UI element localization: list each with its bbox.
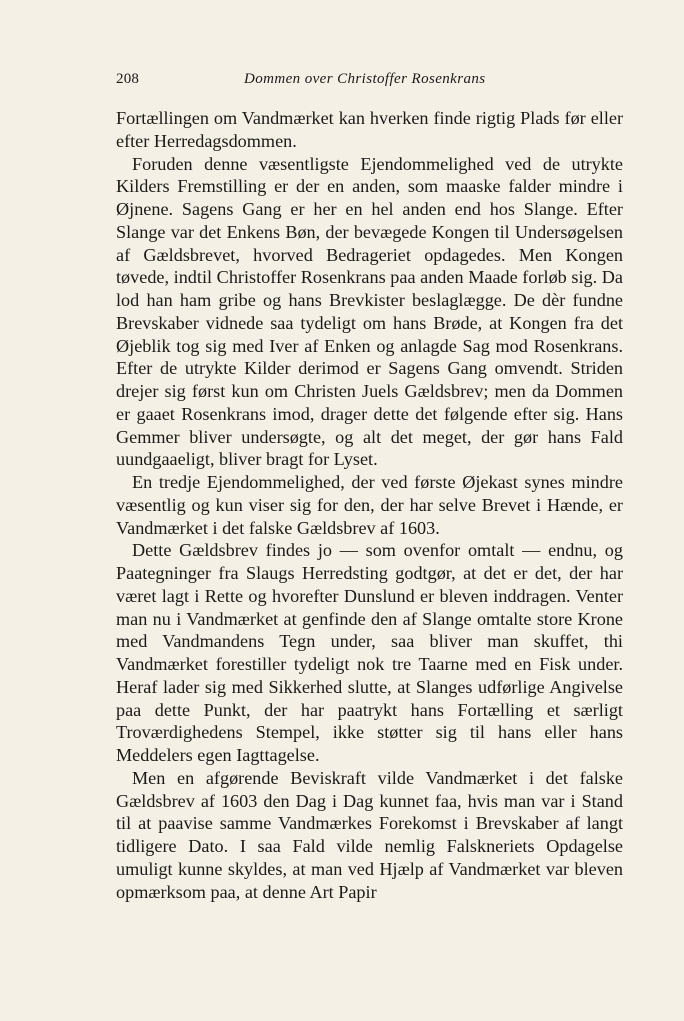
paragraph-2: Foruden denne væsentligste Ejendommelighed ved de utrykte Kilders Fremstilling er der en anden, som maaske falder mindre i Øjnene. Sagens Gang er her en hel anden end hos Slange. Efter Slange var det Enkens Bøn, der bevægede Kongen til Undersøgelsen af Gældsbrevet, hvorved Bedrageriet opdagedes. Men Kongen tøvede, indtil Christoffer Rosenkrans paa anden Maade forløb sig. Da lod han ham gribe og hans Brevkister beslaglægge. De dèr fundne Brevskaber vidnede saa tydeligt om hans Brøde, at Kongen fra det Øjeblik tog sig med Iver af Enken og anlagde Sag mod Rosenkrans. Efter de utrykte Kilder derimod er Sagens Gang omvendt. Striden drejer sig først kun om Christen Juels Gældsbrev; men da Dommen er gaaet Rosenkrans imod, drager dette det følgende efter sig. Hans Gemmer bliver undersøgte, og alt det meget, der gør hans Fald uundgaaeligt, bliver bragt for Lyset. [116,153,623,470]
paragraph-1: Fortællingen om Vandmærket kan hverken finde rigtig Plads før eller efter Herredagsdommen. [116,108,623,151]
paragraph-5: Men en afgørende Beviskraft vilde Vandmærket i det falske Gældsbrev af 1603 den Dag i Dag kunnet faa, hvis man var i Stand til at paavise samme Vandmærkes Forekomst i Brevskaber af langt tidligere Dato. I saa Fald vilde nemlig Falskneriets Opdagelse umuligt kunne skyldes, at man ved Hjælp af Vandmærket var bleven opmærksom paa, at denne Art Papir [116,767,623,902]
page-header [116,71,623,93]
paragraph-4: Dette Gældsbrev findes jo — som ovenfor omtalt — endnu, og Paategninger fra Slaugs Herredsting godtgør, at det er det, der har været lagt i Rette og hvorefter Dunslund er bleven inddragen. Venter man nu i Vandmærket at genfinde den af Slange omtalte store Krone med Vandmandens Tegn under, saa bliver man skuffet, thi Vandmærket forestiller tydeligt nok tre Taarne med en Fisk under. Heraf lader sig med Sikkerhed slutte, at Slanges udførlige Angivelse paa dette Punkt, der har paatrykt hans Fortælling et særligt Troværdighedens Stempel, ikke støtter sig til hans eller hans Meddelers egen Iagttagelse. [116,540,623,765]
body-text [116,107,623,903]
paragraph-3: En tredje Ejendommelighed, der ved første Øjekast synes mindre væsentlig og kun viser sig for den, der har selve Brevet i Hænde, er Vandmærket i det falske Gældsbrev af 1603. [116,472,623,538]
page-number: 208 [116,71,140,87]
running-title: Dommen over Christoffer Rosenkrans [244,71,486,87]
